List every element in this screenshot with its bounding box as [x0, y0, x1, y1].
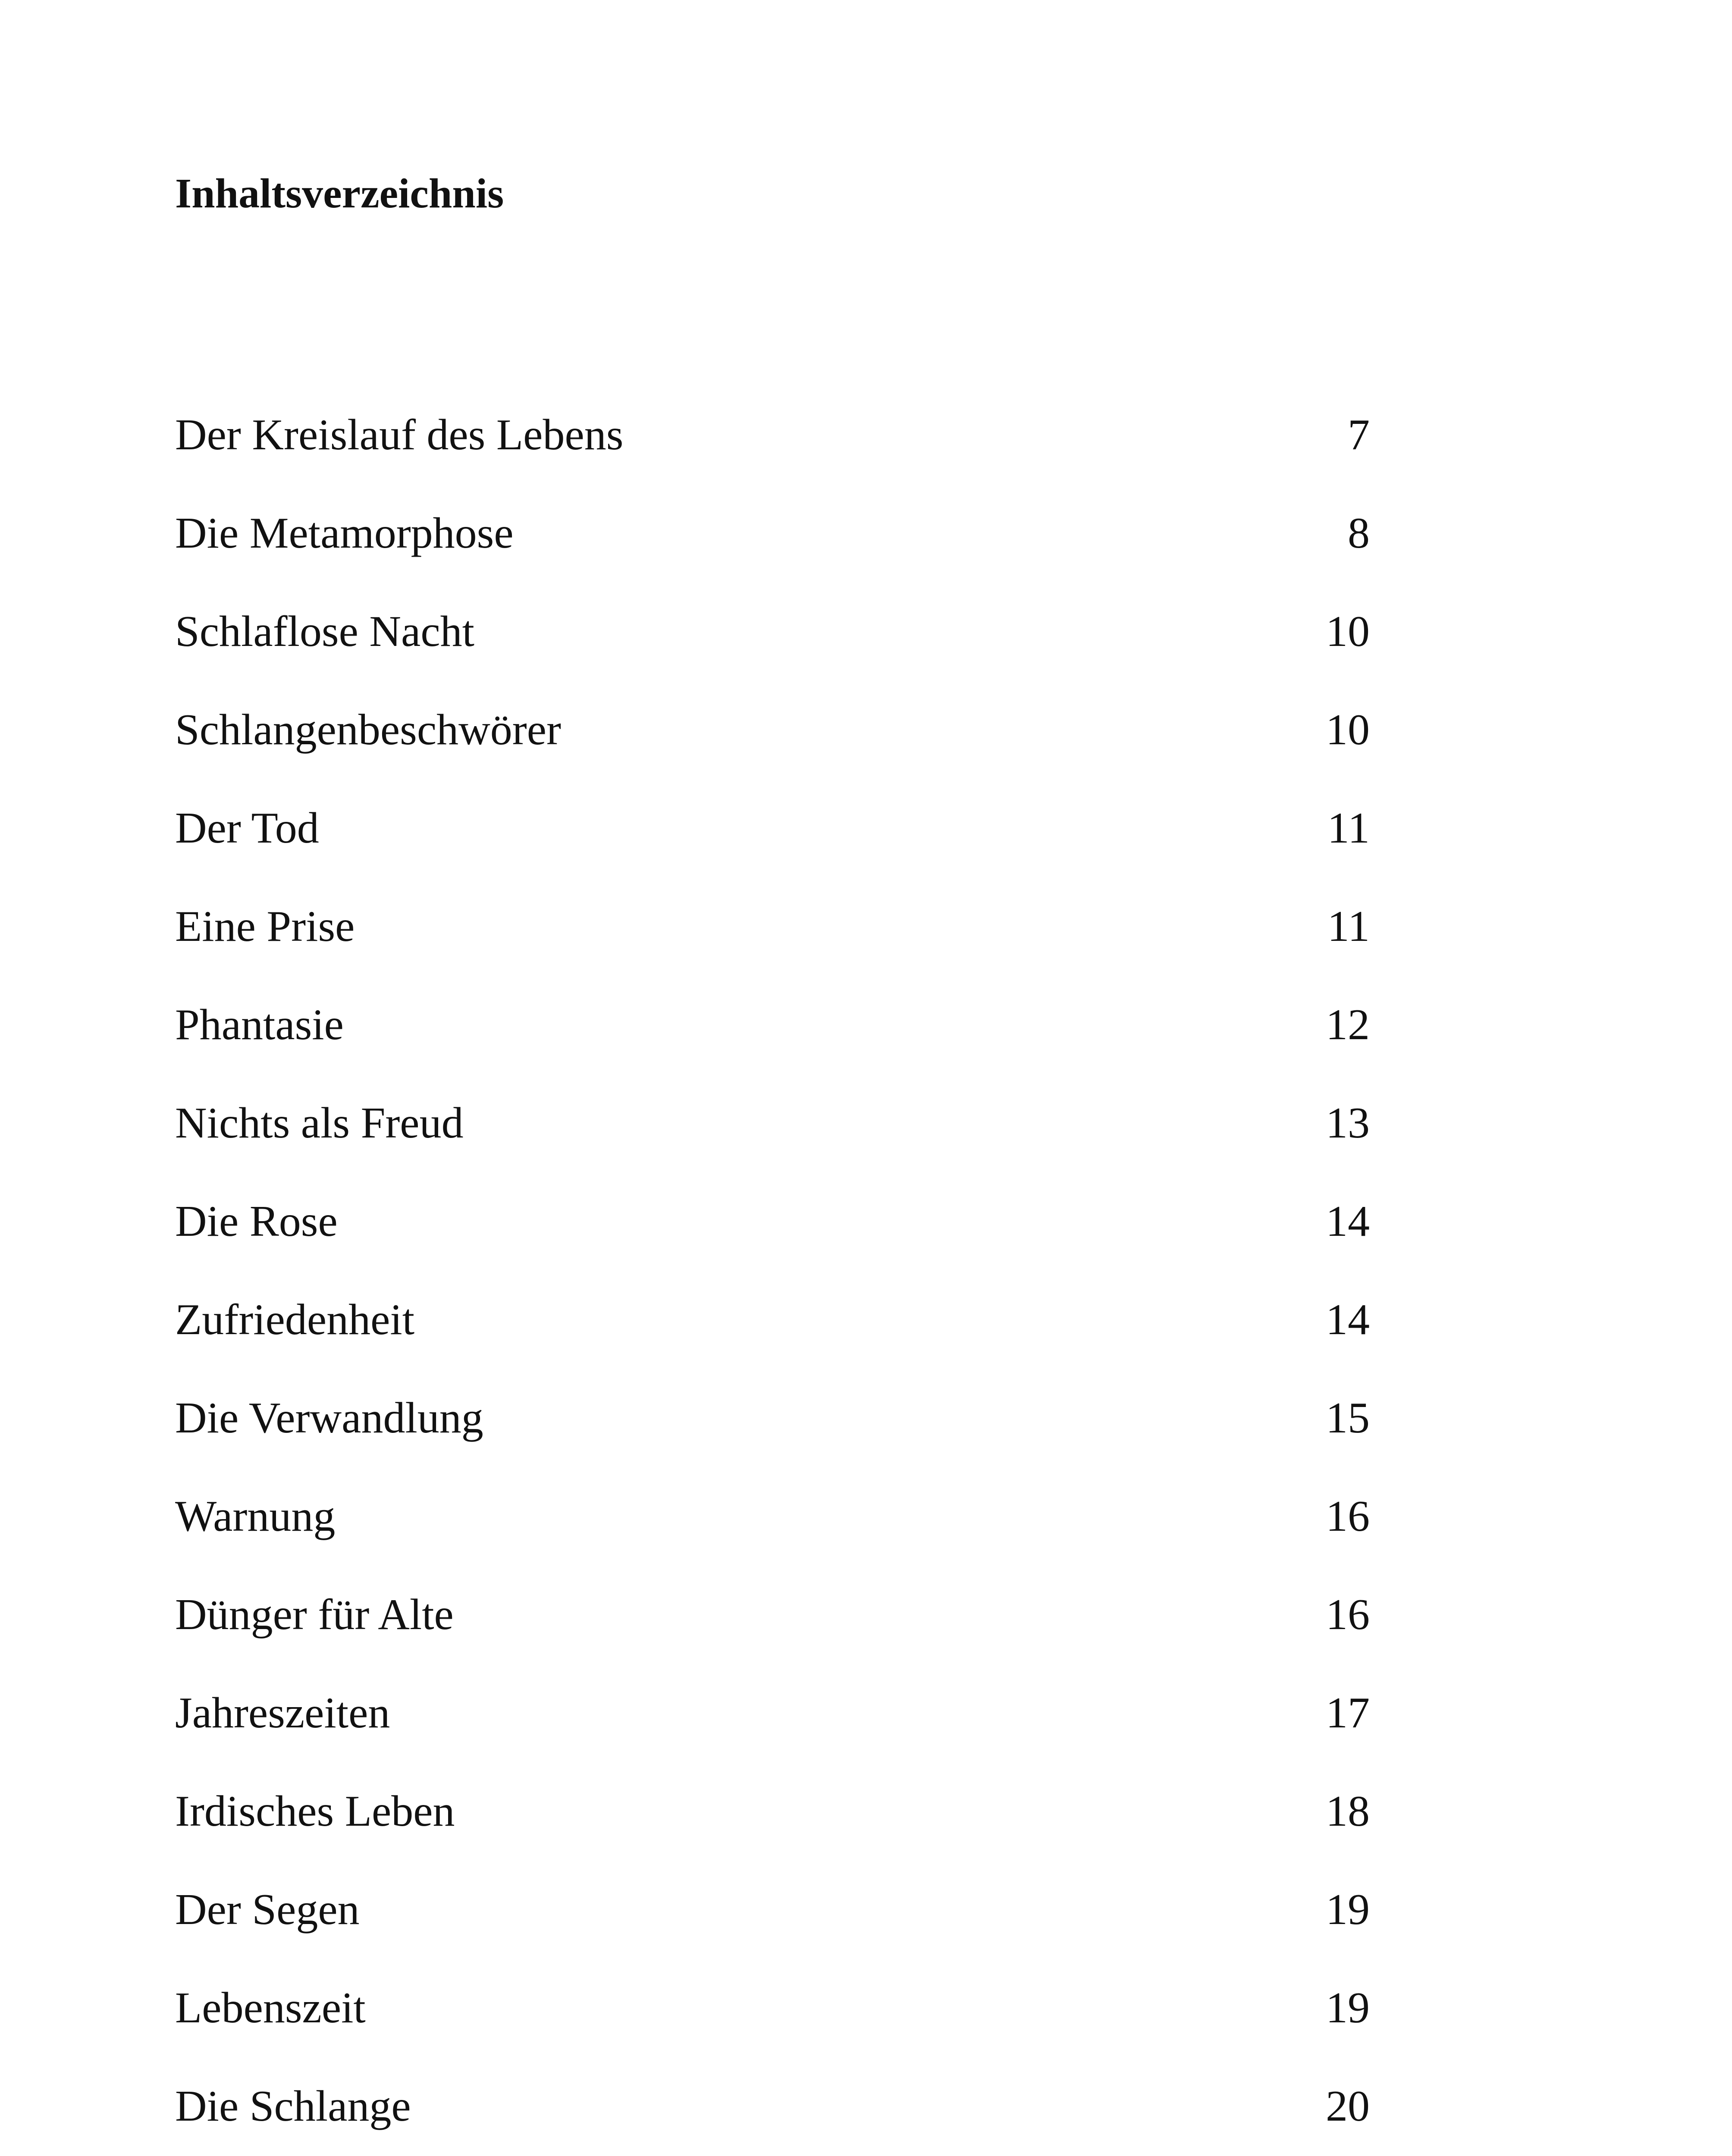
toc-entry-title: Jahreszeiten	[175, 1689, 390, 1737]
toc-entry-title: Lebenszeit	[175, 1984, 366, 2032]
toc-entry-title: Die Metamorphose	[175, 509, 514, 558]
toc-entry-title: Die Verwandlung	[175, 1394, 483, 1442]
toc-entry-page-number: 10	[1326, 607, 1370, 656]
toc-heading: Inhaltsverzeichnis	[175, 170, 504, 217]
toc-entry-title: Warnung	[175, 1492, 336, 1541]
toc-entry-page-number: 11	[1327, 804, 1370, 852]
toc-entry-title: Nichts als Freud	[175, 1099, 464, 1147]
toc-entry-title: Schlaflose Nacht	[175, 607, 474, 656]
toc-entry-title: Der Segen	[175, 1885, 360, 1934]
toc-entry-title: Die Rose	[175, 1197, 338, 1246]
toc-entry	[175, 1974, 1370, 2072]
toc-entry-title: Phantasie	[175, 1000, 344, 1049]
toc-entry	[175, 696, 1370, 794]
toc-entry	[175, 1581, 1370, 1679]
toc-entry-page-number: 19	[1326, 1984, 1370, 2032]
toc-entry-page-number: 16	[1326, 1590, 1370, 1639]
toc-entry-title: Der Kreislauf des Lebens	[175, 411, 624, 459]
toc-entry-page-number: 14	[1326, 1197, 1370, 1246]
toc-entry-page-number: 14	[1326, 1295, 1370, 1344]
toc-entry	[175, 1679, 1370, 1777]
toc-entry	[175, 1384, 1370, 1482]
toc-entry-page-number: 15	[1326, 1394, 1370, 1442]
toc-entry	[175, 598, 1370, 696]
toc-entry	[175, 1777, 1370, 1876]
toc-entry	[175, 1876, 1370, 1974]
toc-entry	[175, 1188, 1370, 1286]
toc-entry-page-number: 11	[1327, 902, 1370, 951]
toc-entry-title: Schlangenbeschwörer	[175, 705, 561, 754]
toc-entry	[175, 1089, 1370, 1188]
toc-entry-page-number: 10	[1326, 705, 1370, 754]
toc-entry-title: Eine Prise	[175, 902, 355, 951]
toc-entry	[175, 893, 1370, 991]
toc-entry-title: Dünger für Alte	[175, 1590, 454, 1639]
toc-entry	[175, 991, 1370, 1089]
toc-entry-page-number: 20	[1326, 2082, 1370, 2131]
toc-entry-title: Irdisches Leben	[175, 1787, 455, 1836]
toc-entry-title: Die Schlange	[175, 2082, 411, 2131]
toc-entry	[175, 499, 1370, 598]
toc-entry-page-number: 19	[1326, 1885, 1370, 1934]
toc-entry-title: Zufriedenheit	[175, 1295, 415, 1344]
toc-entry	[175, 1286, 1370, 1384]
toc-entry	[175, 401, 1370, 499]
toc-entry-page-number: 17	[1326, 1689, 1370, 1737]
toc-entry-page-number: 8	[1348, 509, 1370, 558]
toc-entry-page-number: 18	[1326, 1787, 1370, 1836]
toc-entry	[175, 2072, 1370, 2156]
toc-entry-page-number: 7	[1348, 411, 1370, 459]
toc-entry-title: Der Tod	[175, 804, 319, 852]
toc-entry	[175, 794, 1370, 893]
toc-entry-page-number: 12	[1326, 1000, 1370, 1049]
toc-list	[175, 401, 1370, 2156]
toc-entry-page-number: 16	[1326, 1492, 1370, 1541]
toc-entry-page-number: 13	[1326, 1099, 1370, 1147]
toc-entry	[175, 1482, 1370, 1581]
